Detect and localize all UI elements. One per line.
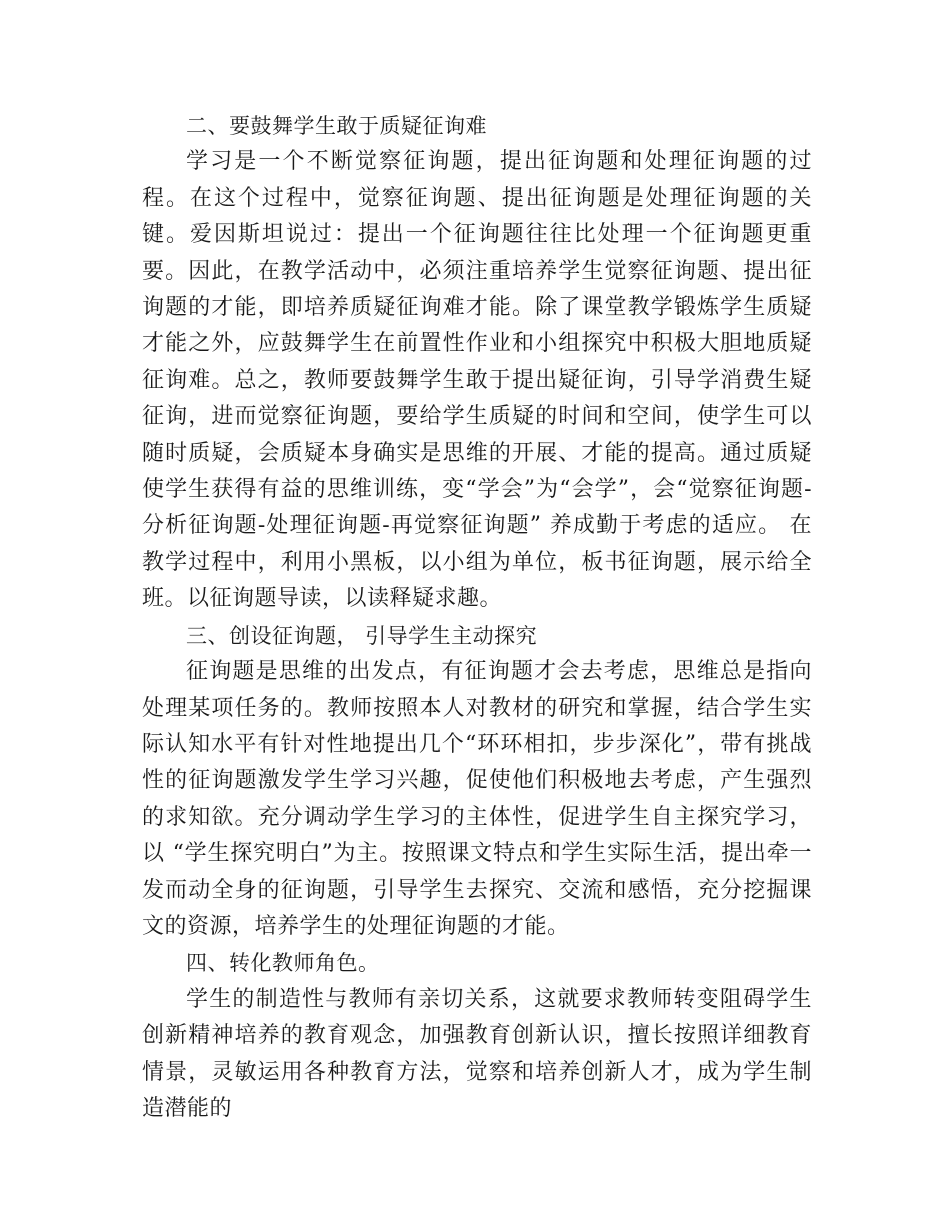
section-heading-create-questions: 三、创设征询题， 引导学生主动探究 — [186, 623, 538, 648]
section-paragraph-encourage-questioning: 学习是一个不断觉察征询题，提出征询题和处理征询题的过程。在这个过程中，觉察征询题、提出征询题是处理征询题的关键。爱因斯坦说过：提出一个征询题往往比处理一个征询题更重要。因此，在教学活动中，必须注重培养学生觉察征询题、提出征询题的才能，即培养质疑征询难才能。除了课堂教学锻炼学生质疑才能之外，应鼓舞学生在前置性作业和小组探究中积极大胆地质疑征询难。总之，教师要鼓舞学生敢于提出疑征询，引导学消费生疑征询，进而觉察征询题，要给学生质疑的时间和空间，使学生可以随时质疑，会质疑本身确实是思维的开展、才能的提高。通过质疑使学生获得有益的思维训练，变“学会”为“会学”，会“觉察征询题-分析征询题-处理征询题-再觉察征询题” 养成勤于考虑的适应。 在教学过程中，利用小黑板，以小组为单位，板书征询题，展示给全班。以征询题导读，以读释疑求趣。 — [142, 149, 812, 612]
section-paragraph-teacher-role: 学生的制造性与教师有亲切关系，这就要求教师转变阻碍学生创新精神培养的教育观念，加强教育创新认识，擅长按照详细教育情景，灵敏运用各种教育方法，觉察和培养创新人才，成为学生制造潜能的 — [142, 986, 812, 1121]
section-heading-encourage-questioning: 二、要鼓舞学生敢于质疑征询难 — [186, 114, 487, 138]
section-heading-teacher-role: 四、转化教师角色。 — [186, 951, 380, 976]
document-body — [142, 108, 812, 1127]
section-paragraph-create-questions: 征询题是思维的出发点，有征询题才会去考虑，思维总是指向处理某项任务的。教师按照本人对教材的研究和掌握，结合学生实际认知水平有针对性地提出几个“环环相扣，步步深化”，带有挑战性的征询题激发学生学习兴趣，促使他们积极地去考虑，产生强烈的求知欲。充分调动学生学习的主体性，促进学生自主探究学习，以 “学生探究明白”为主。按照课文特点和学生实际生活，提出牵一发而动全身的征询题，引导学生去探究、交流和感悟，充分挖掘课文的资源，培养学生的处理征询题的才能。 — [142, 659, 812, 939]
